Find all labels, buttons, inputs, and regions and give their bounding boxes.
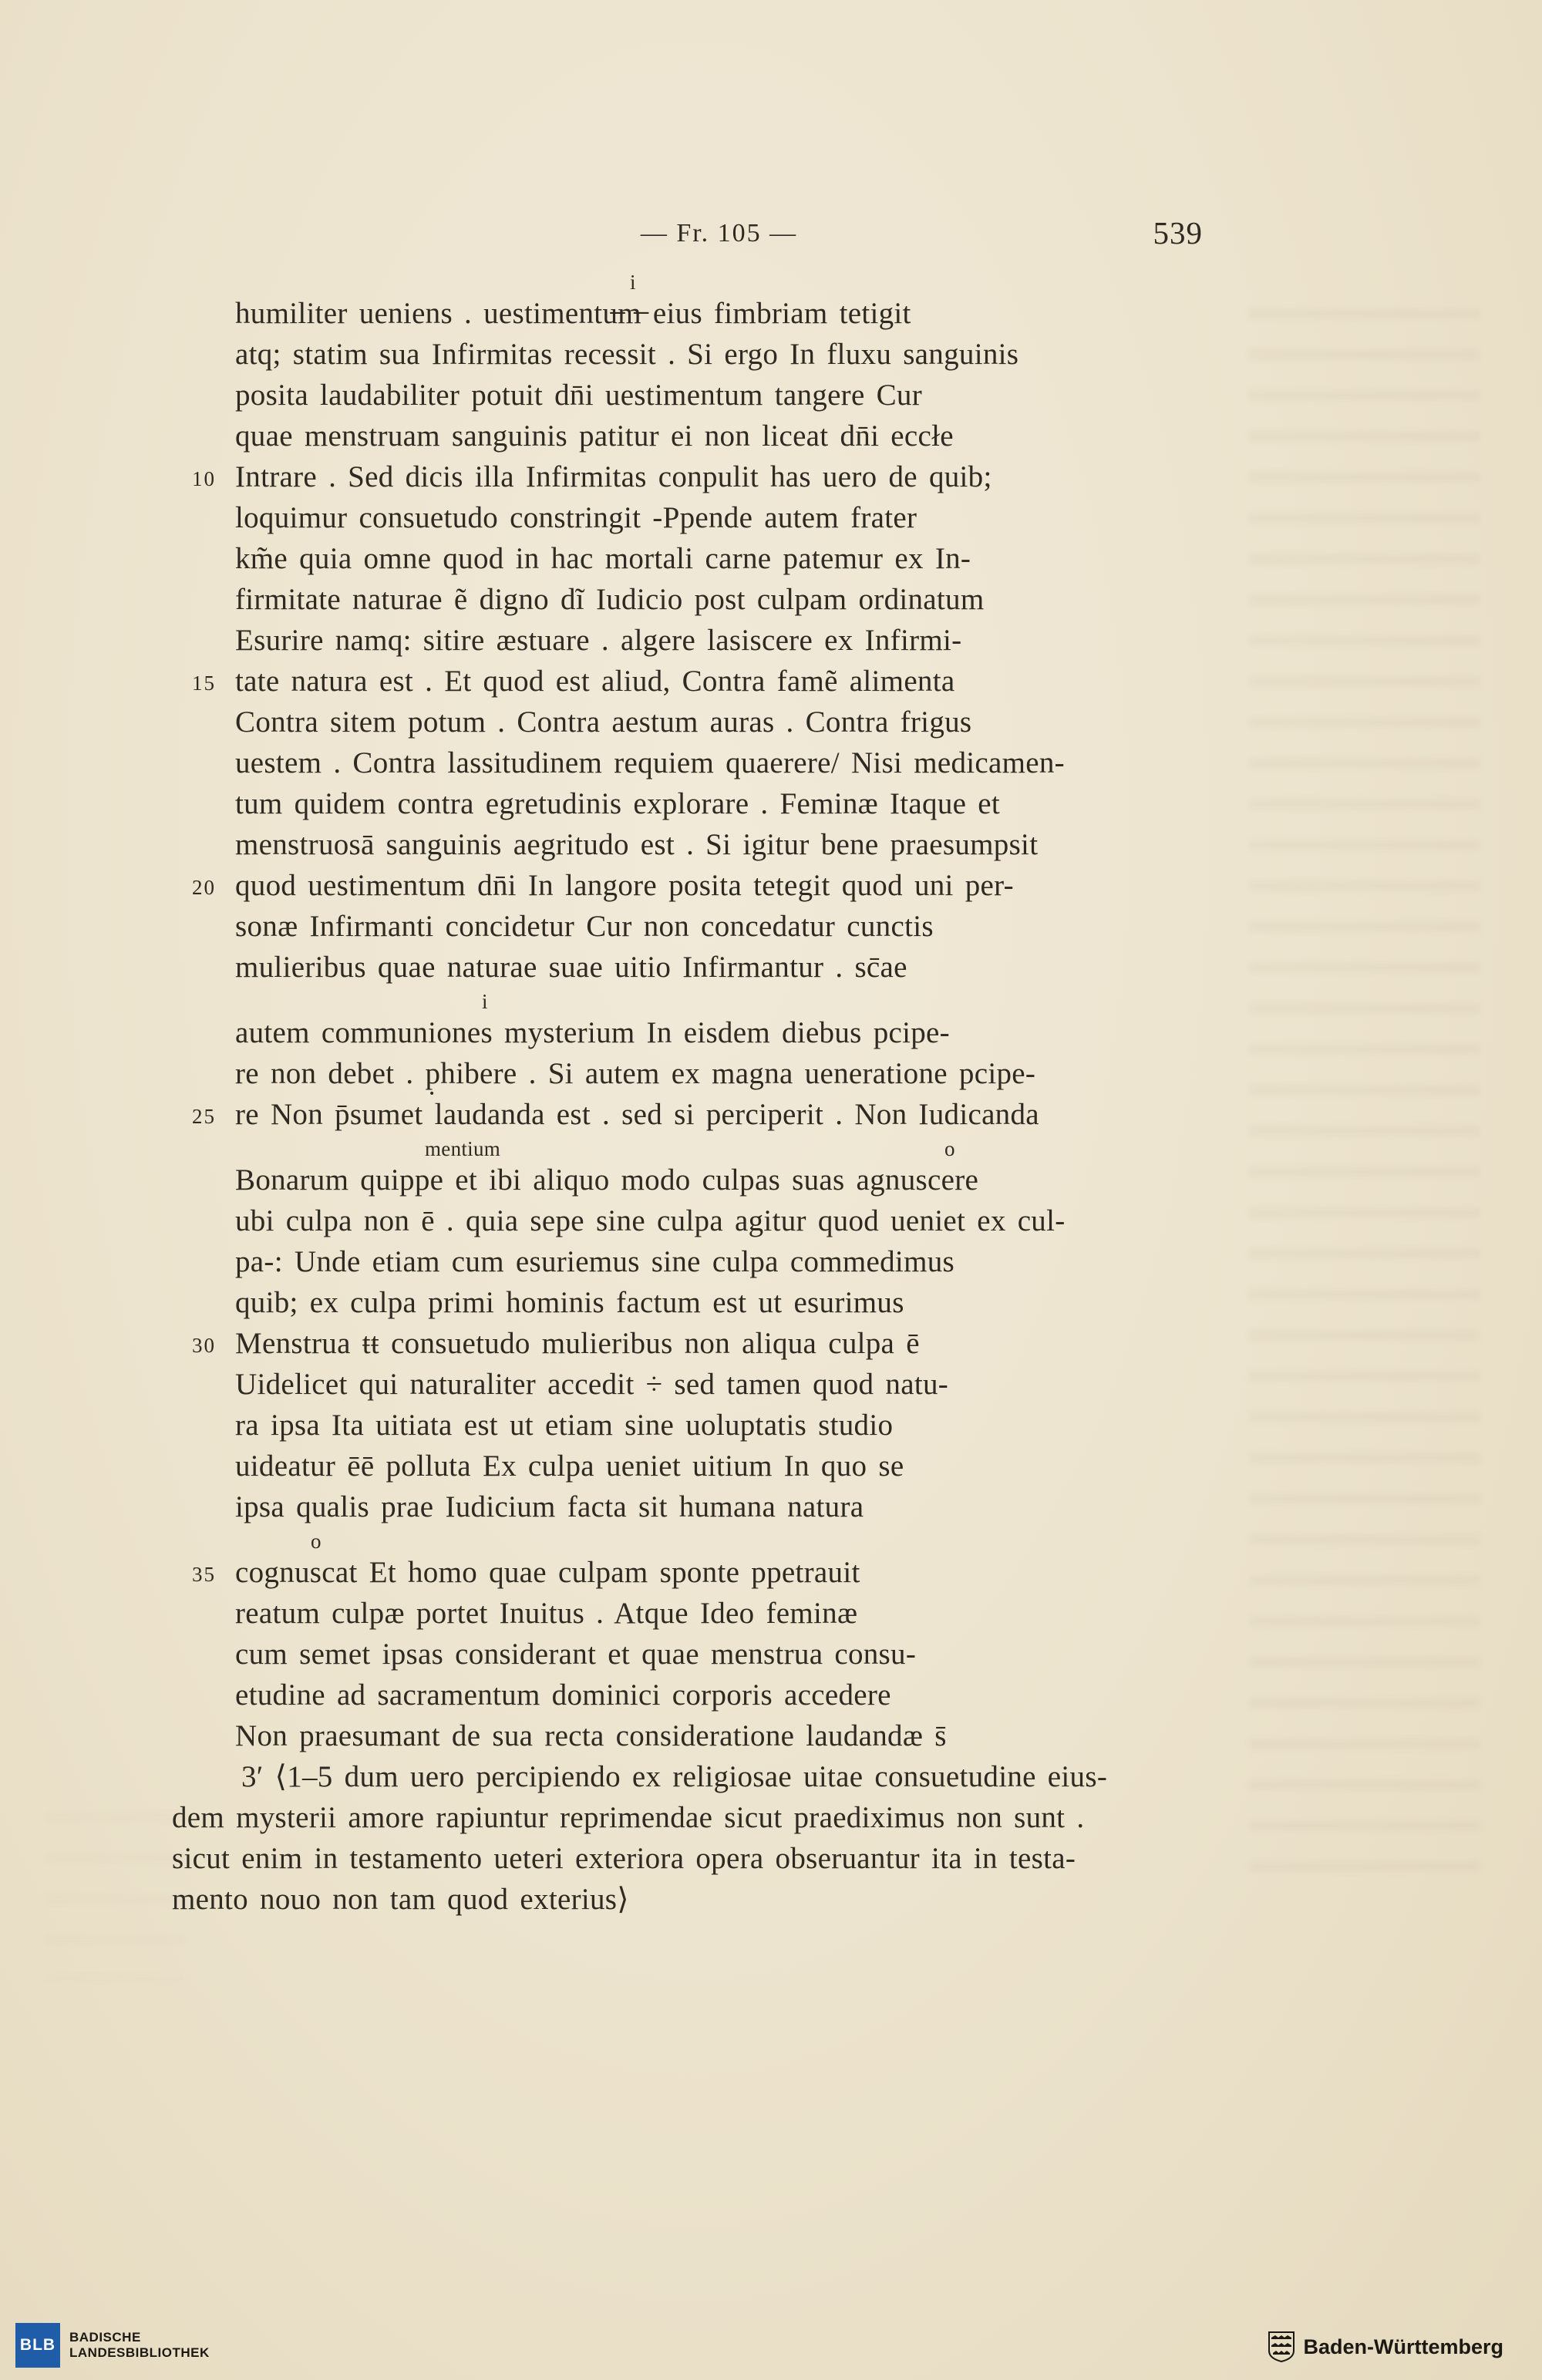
- interlinear-gloss-line: [235, 1135, 1203, 1160]
- text-line: [235, 1675, 1203, 1715]
- text-line: [192, 456, 1203, 497]
- line-text: Menstrua ŧŧ consuetudo mulieribus non aliqua culpa ē: [235, 1327, 920, 1360]
- verso-show-through: [1249, 308, 1480, 1889]
- line-text: reatum culpæ portet Inuitus . Atque Ideo feminæ: [235, 1597, 858, 1630]
- line-text: tate natura est . Et quod est aliud, Contra famẽ alimenta: [235, 665, 955, 698]
- interlinear-gloss-line: [235, 268, 1203, 293]
- line-text: uideatur ēē polluta Ex culpa ueniet uitium In quo se: [235, 1449, 904, 1483]
- text-line: [172, 1879, 1203, 1920]
- gloss-letter: i: [482, 990, 488, 1013]
- line-text: tum quidem contra egretudinis explorare . Feminæ Itaque et: [235, 787, 1001, 820]
- line-number: 20: [192, 876, 216, 899]
- line-text: sicut enim in testamento ueteri exteriora opera obseruantur ita in testa-: [172, 1842, 1076, 1875]
- text-line: [235, 783, 1203, 824]
- line-text: ipsa qualis prae Iudicium facta sit humana natura: [235, 1490, 864, 1523]
- line-text: re Non p̄sumet laudanda est . sed si perciperit . Non Iudicanda: [235, 1098, 1039, 1131]
- text-line: [235, 1446, 1203, 1486]
- text-line: [235, 1012, 1203, 1053]
- line-number: 25: [192, 1105, 216, 1128]
- line-text: etudine ad sacramentum dominici corporis accedere: [235, 1678, 891, 1712]
- page-number: 539: [1153, 215, 1203, 251]
- library-logo: [15, 2323, 210, 2368]
- gloss-letter: o: [944, 1137, 955, 1160]
- line-text: mento nouo non tam quod exterius⟩: [172, 1883, 629, 1916]
- gloss-letter: mentium: [425, 1137, 501, 1160]
- text-line: [235, 906, 1203, 947]
- text-line: [235, 1405, 1203, 1446]
- line-text: re non debet . p̣hibere . Si autem ex magna ueneratione pcipe-: [235, 1057, 1036, 1090]
- text-line: [192, 1552, 1203, 1593]
- text-line: [192, 1094, 1203, 1135]
- line-text: atq; statim sua Infirmitas recessit . Si ergo In fluxu sanguinis: [235, 338, 1019, 371]
- text-line: [235, 620, 1203, 661]
- line-number: 10: [192, 467, 216, 490]
- line-text: dem mysterii amore rapiuntur reprimendae sicut praediximus non sunt .: [172, 1801, 1085, 1834]
- text-line: [235, 1486, 1203, 1527]
- text-line: [235, 1593, 1203, 1634]
- line-text: quod uestimentum dn̄i In langore posita tetegit quod uni per-: [235, 869, 1014, 902]
- line-text: menstruosā sanguinis aegritudo est . Si igitur bene praesumpsit: [235, 828, 1039, 861]
- text-line: [192, 1323, 1203, 1364]
- text-line: [235, 1715, 1203, 1756]
- text-line: [235, 1282, 1203, 1323]
- line-number: 15: [192, 672, 216, 695]
- line-text: sonæ Infirmanti concidetur Cur non concedatur cunctis: [235, 910, 934, 943]
- line-text: uestem . Contra lassitudinem requiem quaerere/ Nisi medicamen-: [235, 746, 1065, 779]
- gloss-letter: i: [630, 271, 636, 294]
- line-text: Bonarum quippe et ibi aliquo modo culpas suas agnuscere: [235, 1163, 979, 1197]
- line-text: cum semet ipsas considerant et quae menstrua consu-: [235, 1638, 917, 1671]
- text-line: [235, 742, 1203, 783]
- text-line: [192, 661, 1203, 702]
- line-text: firmitate naturae ẽ digno dĩ Iudicio post culpam ordinatum: [235, 583, 985, 616]
- text-line: [235, 1053, 1203, 1094]
- transcription-body: [172, 268, 1203, 1920]
- text-line: [235, 1160, 1203, 1200]
- verso-show-through: [46, 1812, 185, 1981]
- text-line: [235, 497, 1203, 538]
- library-name-line2: LANDESBIBLIOTHEK: [69, 2345, 210, 2360]
- running-head: [235, 215, 1203, 254]
- line-text: ubi culpa non ē . quia sepe sine culpa agitur quod ueniet ex cul-: [235, 1204, 1066, 1237]
- line-text: mulieribus quae naturae suae uitio Infirmantur . sc̄ae: [235, 951, 907, 984]
- interlinear-gloss-line: [235, 1527, 1203, 1552]
- line-text: 3′ ⟨1–5 dum uero percipiendo ex religiosae uitae consuetudine eius-: [241, 1760, 1108, 1793]
- text-line: [235, 416, 1203, 456]
- text-line: [235, 538, 1203, 579]
- text-line: [235, 1364, 1203, 1405]
- line-text: Intrare . Sed dicis illa Infirmitas conpulit has uero de quib;: [235, 460, 992, 493]
- blb-logo-icon: BLB: [15, 2323, 60, 2368]
- line-text: ra ipsa Ita uitiata est ut etiam sine uoluptatis studio: [235, 1409, 894, 1442]
- page-content: [172, 215, 1203, 1920]
- library-name: [69, 2330, 210, 2361]
- text-line: [241, 1756, 1203, 1797]
- line-text: cognuscat Et homo quae culpam sponte ppetrauit: [235, 1556, 860, 1589]
- text-line: [235, 824, 1203, 865]
- text-line: [235, 375, 1203, 416]
- line-text: Contra sitem potum . Contra aestum auras . Contra frigus: [235, 705, 972, 739]
- state-logo: [1268, 2331, 1503, 2363]
- line-text: loquimur consuetudo constringit -Ppende autem frater: [235, 501, 917, 534]
- baden-wuerttemberg-crest-icon: [1268, 2331, 1295, 2363]
- line-text: quib; ex culpa primi hominis factum est ut esurimus: [235, 1286, 904, 1319]
- text-line: [235, 1200, 1203, 1241]
- text-line: [235, 579, 1203, 620]
- text-line: [192, 865, 1203, 906]
- state-label: Baden-Württemberg: [1303, 2335, 1503, 2358]
- text-line: [172, 1797, 1203, 1838]
- text-line: [235, 702, 1203, 742]
- text-line: [172, 1838, 1203, 1879]
- line-text: autem communiones mysterium In eisdem diebus pcipe-: [235, 1016, 950, 1049]
- line-text: Uidelicet qui naturaliter accedit ÷ sed tamen quod natu-: [235, 1368, 949, 1401]
- text-line: [235, 334, 1203, 375]
- line-number: 30: [192, 1334, 216, 1357]
- line-text: humiliter ueniens . uestimentu̶m̶ eius fimbriam tetigit: [235, 297, 911, 330]
- line-text: pa-: Unde etiam cum esuriemus sine culpa commedimus: [235, 1245, 954, 1278]
- interlinear-gloss-line: [235, 988, 1203, 1012]
- line-text: km̃e quia omne quod in hac mortali carne patemur ex In-: [235, 542, 971, 575]
- line-text: Non praesumant de sua recta consideratione laudandæ s̄: [235, 1719, 947, 1752]
- line-text: posita laudabiliter potuit dn̄i uestimentum tangere Cur: [235, 379, 923, 412]
- library-name-line1: BADISCHE: [69, 2330, 141, 2345]
- text-line: [235, 293, 1203, 334]
- text-line: [235, 1634, 1203, 1675]
- text-line: [235, 1241, 1203, 1282]
- gloss-letter: o: [311, 1530, 322, 1553]
- text-line: [235, 947, 1203, 988]
- line-text: Esurire namq: sitire æstuare . algere lasiscere ex Infirmi-: [235, 624, 962, 657]
- fragment-label: — Fr. 105 —: [640, 219, 798, 247]
- line-text: quae menstruam sanguinis patitur ei non liceat dn̄i eccłe: [235, 419, 954, 453]
- line-number: 35: [192, 1563, 216, 1586]
